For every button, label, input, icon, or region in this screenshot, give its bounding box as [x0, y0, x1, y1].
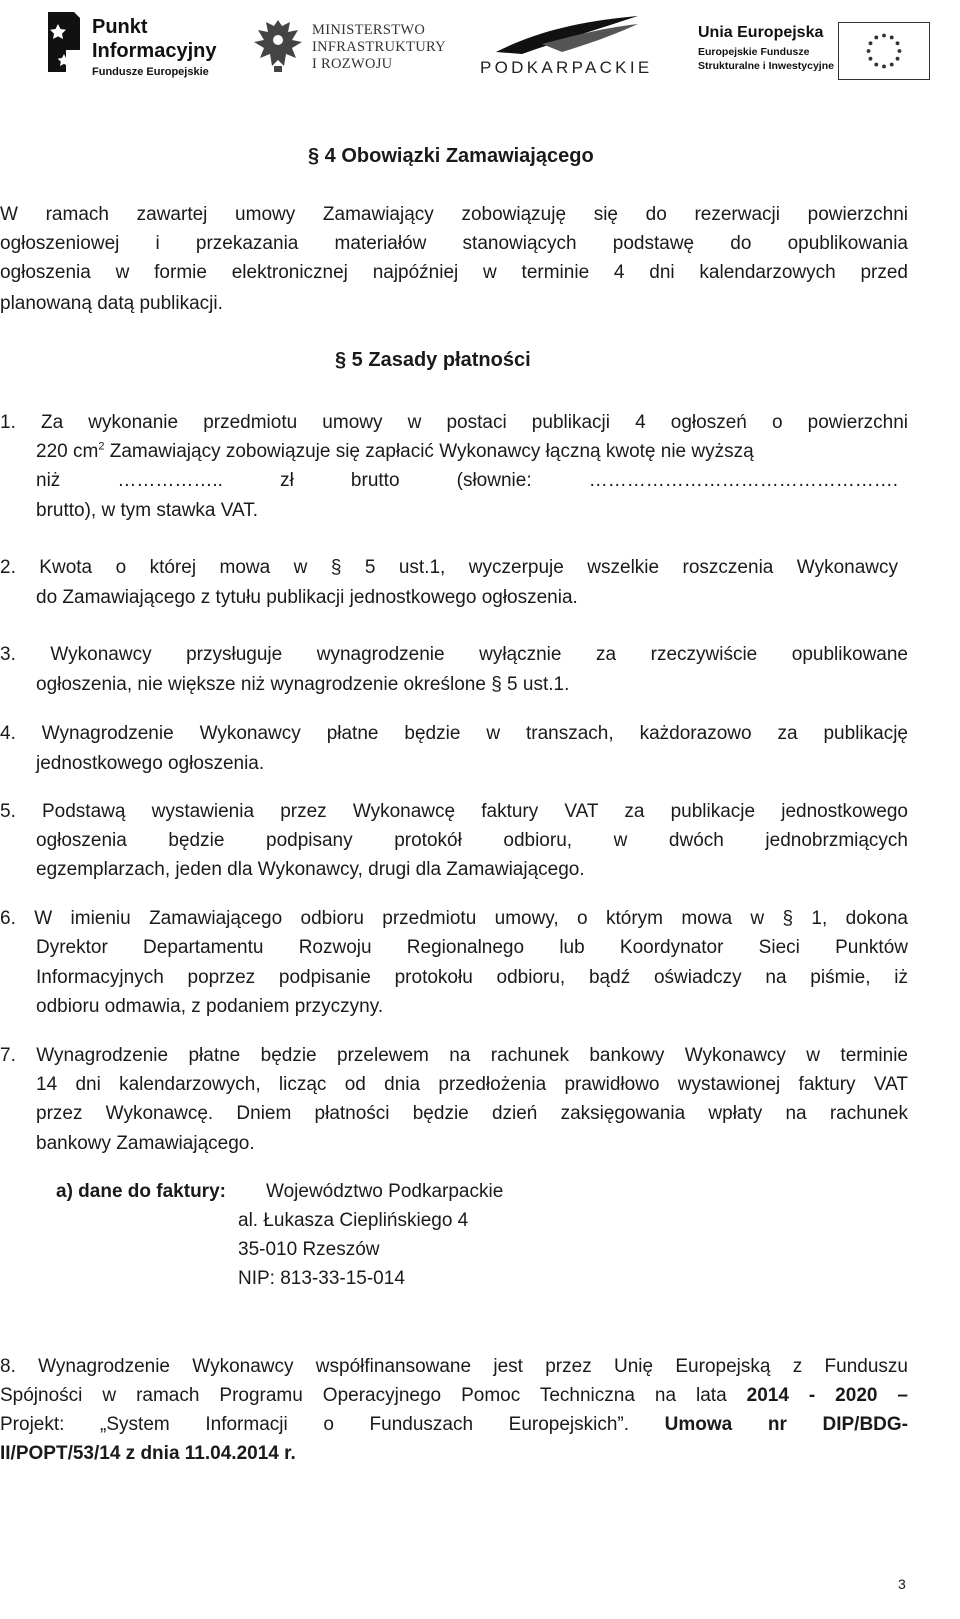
p8-line-3 — [0, 1410, 908, 1439]
p4-line-1: 4. Wynagrodzenie Wykonawcy płatne będzie w transzach, każdorazowo za publikację — [0, 723, 908, 744]
sec4-line-1: W ramach zawartej umowy Zamawiający zobowiązuję się do rezerwacji powierzchni — [0, 204, 908, 225]
p7-line-2: 14 dni kalendarzowych, licząc od dnia przedłożenia prawidłowo wystawionej faktury VAT — [36, 1074, 908, 1095]
logo-header — [0, 0, 960, 90]
sec4-line-4: planowaną datą publikacji. — [0, 293, 223, 314]
eu-subtitle-line1: Europejskie Fundusze — [698, 46, 810, 58]
p7-line-1: 7. Wynagrodzenie płatne będzie przelewem na rachunek bankowy Wykonawcy w terminie — [0, 1045, 908, 1066]
p5-line-1: 5. Podstawą wystawienia przez Wykonawcę faktury VAT za publikacje jednostkowego — [0, 801, 908, 822]
p3-line-2: ogłoszenia, nie większe niż wynagrodzenie określone § 5 ust.1. — [36, 674, 570, 695]
eu-title: Unia Europejska — [698, 24, 824, 41]
ministry-line2: INFRASTRUKTURY — [312, 39, 446, 55]
ministry-logo — [252, 16, 462, 76]
p2-line-1: 2. Kwota o której mowa w § 5 ust.1, wyczerpuje wszelkie roszczenia Wykonawcy — [0, 557, 898, 578]
eu-flag-icon — [838, 22, 930, 80]
p1-line-4: brutto), w tym stawka VAT. — [36, 500, 259, 521]
pif-title-line2: Informacyjny — [92, 40, 217, 62]
p7-line-4: bankowy Zamawiającego. — [36, 1133, 255, 1154]
pif-title-line1: Punkt — [92, 16, 148, 38]
p2-line-2: do Zamawiającego z tytułu publikacji jednostkowego ogłoszenia. — [36, 587, 578, 608]
section-5-heading: § 5 Zasady płatności — [335, 349, 531, 371]
p1-line-1: 1. Za wykonanie przedmiotu umowy w postaci publikacji 4 ogłoszeń o powierzchni — [0, 412, 908, 433]
sec4-line-3: ogłoszenia w formie elektronicznej najpóźniej w terminie 4 dni kalendarzowych przed — [0, 262, 908, 283]
p6-line-4: odbioru odmawia, z podaniem przyczyny. — [36, 996, 384, 1017]
pif-subtitle: Fundusze Europejskie — [92, 66, 209, 78]
sec4-line-2: ogłoszeniowej i przekazania materiałów stanowiących podstawę do opublikowania — [0, 233, 908, 254]
p1-line-2 — [36, 437, 754, 466]
p5-line-2: ogłoszenia będzie podpisany protokół odbioru, w dwóch jednobrzmiących — [36, 830, 908, 851]
punkt-informacyjny-logo — [44, 10, 244, 80]
p8-line-4: II/POPT/53/14 z dnia 11.04.2014 r. — [0, 1443, 296, 1464]
ministry-line3: I ROZWOJU — [312, 56, 393, 72]
p8-contract: Umowa nr DIP/BDG- — [664, 1414, 908, 1435]
p8-years: 2014 - 2020 – — [746, 1385, 908, 1406]
invoice-street: al. Łukasza Cieplińskiego 4 — [238, 1210, 469, 1231]
page-number: 3 — [898, 1576, 906, 1592]
section-4-heading: § 4 Obowiązki Zamawiającego — [308, 145, 594, 167]
p6-line-2: Dyrektor Departamentu Rozwoju Regionalnego lub Koordynator Sieci Punktów — [36, 937, 908, 958]
p1-superscript: 2 — [98, 440, 105, 453]
p1-line-3: niż …………….. zł brutto (słownie: …………………………………………. — [36, 470, 898, 491]
p7-line-3: przez Wykonawcę. Dniem płatności będzie dzień zaksięgowania wpłaty na rachunek — [36, 1103, 908, 1124]
p4-line-2: jednostkowego ogłoszenia. — [36, 753, 265, 774]
eu-logo — [678, 18, 938, 78]
invoice-nip: NIP: 813-33-15-014 — [238, 1268, 405, 1289]
p8-line-3a: Projekt: „System Informacji o Funduszach Europejskich”. — [0, 1414, 665, 1435]
p8-line-2a: Spójności w ramach Programu Operacyjnego Pomoc Techniczna na lata — [0, 1385, 747, 1406]
podkarpackie-logo — [478, 14, 658, 78]
pif-emblem-icon — [44, 10, 86, 74]
p1-line-2b: Zamawiający zobowiązuje się zapłacić Wykonawcy łączną kwotę nie wyższą — [104, 441, 754, 462]
p5-line-3: egzemplarzach, jeden dla Wykonawcy, drugi dla Zamawiającego. — [36, 859, 585, 880]
eu-subtitle-line2: Strukturalne i Inwestycyjne — [698, 60, 834, 72]
invoice-city: 35-010 Rzeszów — [238, 1239, 380, 1260]
p8-line-1: 8. Wynagrodzenie Wykonawcy współfinansowane jest przez Unię Europejską z Funduszu — [0, 1356, 908, 1377]
p3-line-1: 3. Wykonawcy przysługuje wynagrodzenie wyłącznie za rzeczywiście opublikowane — [0, 644, 908, 665]
p1-line-2a: 220 cm — [36, 441, 99, 462]
podkarpackie-mark-icon — [492, 14, 642, 54]
p6-line-3: Informacyjnych poprzez podpisanie protokołu odbioru, bądź oświadczy na piśmie, iż — [36, 967, 908, 988]
invoice-label: a) dane do faktury: — [56, 1181, 226, 1202]
eagle-emblem-icon — [252, 16, 304, 74]
ministry-line1: MINISTERSTWO — [312, 22, 426, 38]
p6-line-1: 6. W imieniu Zamawiającego odbioru przedmiotu umowy, o którym mowa w § 1, dokona — [0, 908, 908, 929]
podkarpackie-text: PODKARPACKIE — [480, 58, 653, 77]
p8-line-2 — [0, 1381, 908, 1410]
invoice-name: Województwo Podkarpackie — [266, 1181, 504, 1202]
